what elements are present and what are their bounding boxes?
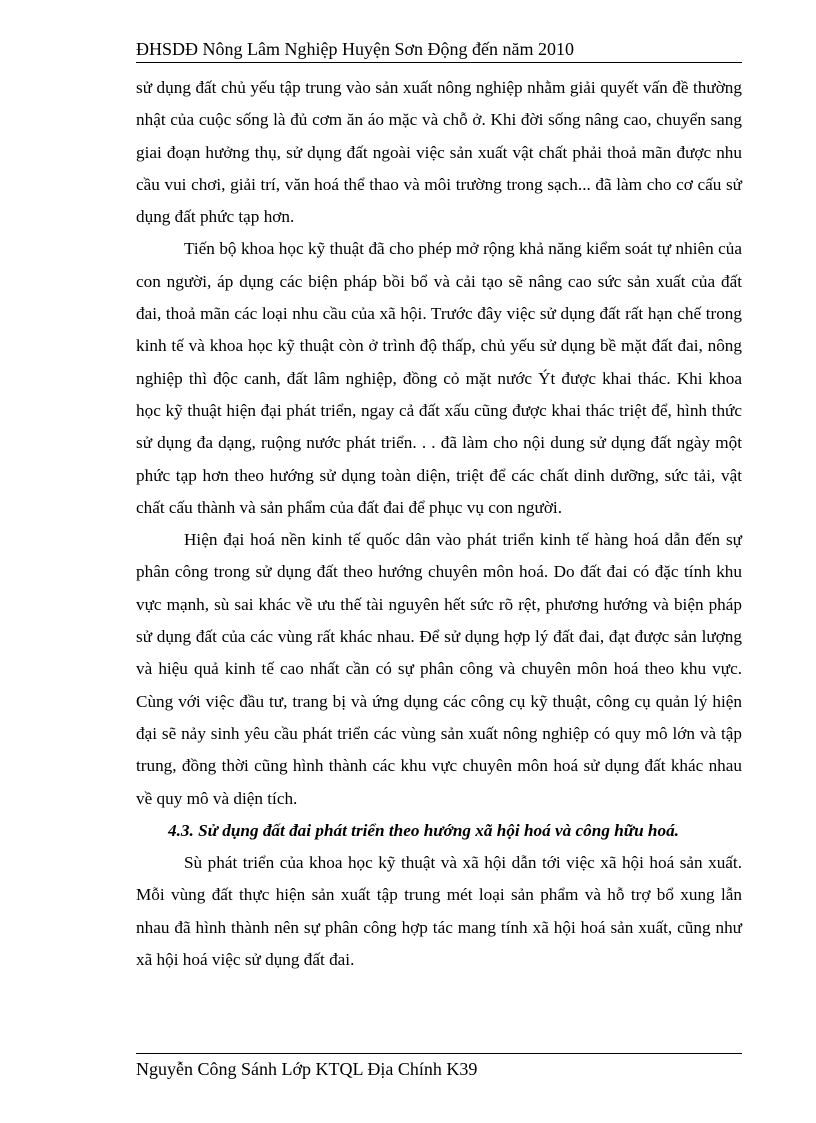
- paragraph-science-technology: Tiến bộ khoa học kỹ thuật đã cho phép mở rộng khả năng kiểm soát tự nhiên của con người, áp dụng các biện pháp bồi bổ và cải tạo sẽ nâng cao sức sản xuất của đất đai, thoả mãn các loại nhu cầu của xã hội. Trước đây việc sử dụng đất rất hạn chế trong kinh tế và khoa học kỹ thuật còn ở trình độ thấp, chủ yếu sử dụng bề mặt đất đai, nông nghiệp thì độc canh, đất lâm nghiệp, đồng cỏ mặt nước Ýt được khai thác. Khi khoa học kỹ thuật hiện đại phát triển, ngay cả đất xấu cũng được khai thác triệt để, hình thức sử dụng đa dạng, ruộng nước phát triển. . . đã làm cho nội dung sử dụng đất ngày một phức tạp hơn theo hướng sử dụng toàn diện, triệt để các chất dinh dưỡng, sức tải, vật chất cấu thành và sản phẩm của đất đai để phục vụ con người.: [136, 239, 742, 517]
- document-body: [136, 72, 742, 976]
- paragraph-continued: sử dụng đất chủ yếu tập trung vào sản xuất nông nghiệp nhằm giải quyết vấn đề thường nhật của cuộc sống là đủ cơm ăn áo mặc và chỗ ở. Khi đời sống nâng cao, chuyển sang giai đoạn hưởng thụ, sử dụng đất ngoài việc sản xuất vật chất phải thoả mãn được nhu cầu vui chơi, giải trí, văn hoá thể thao và môi trường trong sạch... đã làm cho cơ cấu sử dụng đất phức tạp hơn.: [136, 78, 742, 227]
- page-footer: Nguyễn Công Sánh Lớp KTQL Địa Chính K39: [136, 1059, 478, 1079]
- paragraph-socialization: Sù phát triển của khoa học kỹ thuật và xã hội dẫn tới việc xã hội hoá sản xuất. Mỗi vùng đất thực hiện sản xuất tập trung mét loại sản phẩm và hỗ trợ bổ xung lẫn nhau đã hình thành nên sự phân công hợp tác mang tính xã hội hoá sản xuất, cũng như xã hội hoá việc sử dụng đất đai.: [136, 853, 742, 970]
- page-header: ĐHSDĐ Nông Lâm Nghiệp Huyện Sơn Động đến năm 2010: [136, 39, 574, 59]
- footer-divider: [136, 1053, 742, 1054]
- paragraph-modernization: Hiện đại hoá nền kinh tế quốc dân vào phát triển kinh tế hàng hoá dẫn đến sự phân công trong sử dụng đất theo hướng chuyên môn hoá. Do đất đai có đặc tính khu vực mạnh, sù sai khác về ưu thế tài nguyên hết sức rõ rệt, phương hướng và biện pháp sử dụng đất của các vùng rất khác nhau. Để sử dụng hợp lý đất đai, đạt được sản lượng và hiệu quả kinh tế cao nhất cần có sự phân công và chuyên môn hoá theo khu vực. Cùng với việc đầu tư, trang bị và ứng dụng các công cụ kỹ thuật, công cụ quản lý hiện đại sẽ nảy sinh yêu cầu phát triển các vùng sản xuất nông nghiệp có quy mô lớn và tập trung, đồng thời cũng hình thành các khu vực chuyên môn hoá sử dụng đất khác nhau về quy mô và diện tích.: [136, 530, 742, 808]
- section-heading: 4.3. Sử dụng đất đai phát triển theo hướng xã hội hoá và công hữu hoá.: [168, 820, 679, 840]
- header-divider: [136, 62, 742, 63]
